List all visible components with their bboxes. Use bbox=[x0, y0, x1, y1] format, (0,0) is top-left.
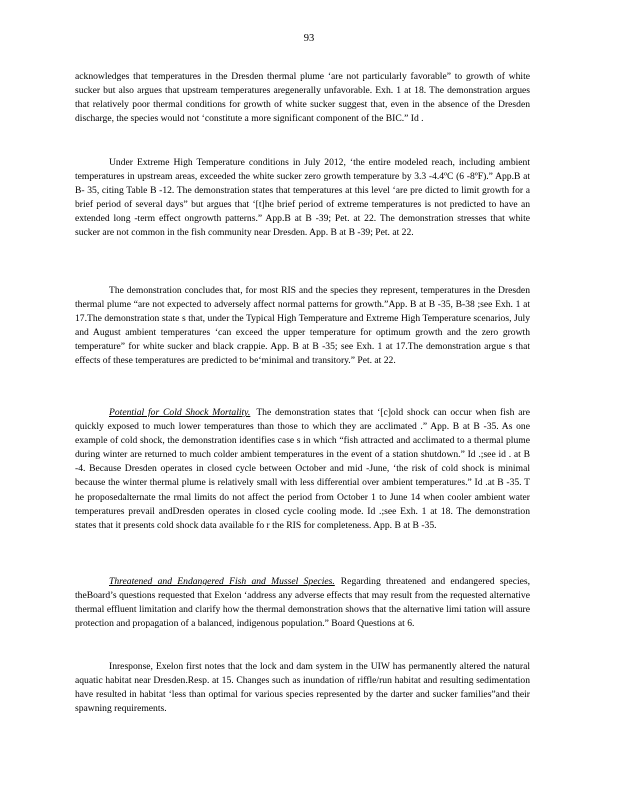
paragraph-text: Regarding threatened and endangered species, theBoard’s questions requested that Exelon ‘address any adverse effects that may result from the requested alternative thermal effluent limitation and clarify how the thermal demonstration shows that the alternative limi tation will assure protection and propagation of a balanced, indigenous population.” Board Questions at 6. bbox=[75, 576, 531, 630]
section-heading-threatened-species: Threatened and Endangered Fish and Mussel Species. bbox=[109, 576, 335, 587]
paragraph-threatened-species bbox=[75, 575, 530, 631]
paragraph-exelon-response bbox=[75, 660, 530, 716]
paragraph-continuation bbox=[75, 70, 530, 126]
paragraph-cold-shock bbox=[75, 406, 530, 533]
paragraph-conclusion-growth bbox=[75, 284, 530, 369]
paragraph-text: The demonstration concludes that, for most RIS and the species they represent, temperatures in the Dresden thermal plume “are not expected to adversely affect normal patterns for growth.”App. B at B -35, B-38 ;see Exh. 1 at 17.The demonstration state s that, under the Typical High Temperature and Extreme High Temperature scenarios, July and August ambient temperatures ‘can exceed the upper temperature for optimum growth and the zero growth temperature” for white sucker and black crappie. App. B at B -35; see Exh. 1 at 17.The demonstration argue s that effects of these temperatures are predicted to be‘minimal and transitory.” Pet. at 22. bbox=[75, 285, 530, 367]
page-number: 93 bbox=[303, 33, 315, 44]
section-heading-cold-shock: Potential for Cold Shock Mortality. bbox=[109, 407, 251, 418]
paragraph-text: Inresponse, Exelon first notes that the lock and dam system in the UIW has permanently altered the natural aquatic habitat near Dresden.Resp. at 15. Changes such as inundation of riffle/run habitat and resulting sedimentation have resulted in habitat ‘less than optimal for various species represented by the darter and sucker families”and their spawning requirements. bbox=[75, 661, 530, 715]
paragraph-text: Under Extreme High Temperature conditions in July 2012, ‘the entire modeled reach, including ambient temperatures in upstream areas, exceeded the white sucker zero growth temperature by 3.3 -4.4ºC (6 -8ºF).” App.B at B- 35, citing Table B -12. The demonstration states that temperatures at this level ‘are pre dicted to limit growth for a brief period of several days” but argues that ‘[t]he brief period of extreme temperatures is not predicted to have an extended long -term effect ongrowth patterns.” App.B at B -39; Pet. at 22. The demonstration stresses that white sucker are not common in the fish community near Dresden. App. B at B -39; Pet. at 22. bbox=[75, 157, 530, 239]
paragraph-extreme-high-temperature bbox=[75, 156, 530, 241]
paragraph-text: The demonstration states that ‘[c]old shock can occur when fish are quickly exposed to much lower temperatures than those to which they are acclimated .” App. B at B -35. As one example of cold shock, the demonstration identifies case s in which “fish attracted and acclimated to a thermal plume during winter are returned to much colder ambient temperatures in the event of a station shutdown.” Id .;see id . at B -4. Because Dresden operates in closed cycle between October and mid -June, ‘the risk of cold shock is minimal because the winter thermal plume is relatively small with less differential over ambient temperatures.” Id .at B -35. T he proposedalternate the rmal limits do not affect the period from October 1 to June 14 when cooler ambient water temperatures prevail andDresden operates in closed cycle cooling mode. Id .;see Exh. 1 at 18. The demonstration states that it presents cold shock data available fo r the RIS for completeness. App. B at B -35. bbox=[75, 407, 530, 531]
paragraph-text: acknowledges that temperatures in the Dresden thermal plume ‘are not particularly favorable” to growth of white sucker but also argues that upstream temperatures aregenerally unfavorable. Exh. 1 at 18. The demonstration argues that relatively poor thermal conditions for growth of white sucker suggest that, even in the absence of the Dresden discharge, the species would not ‘constitute a more significant component of the BIC.” Id . bbox=[75, 71, 530, 125]
